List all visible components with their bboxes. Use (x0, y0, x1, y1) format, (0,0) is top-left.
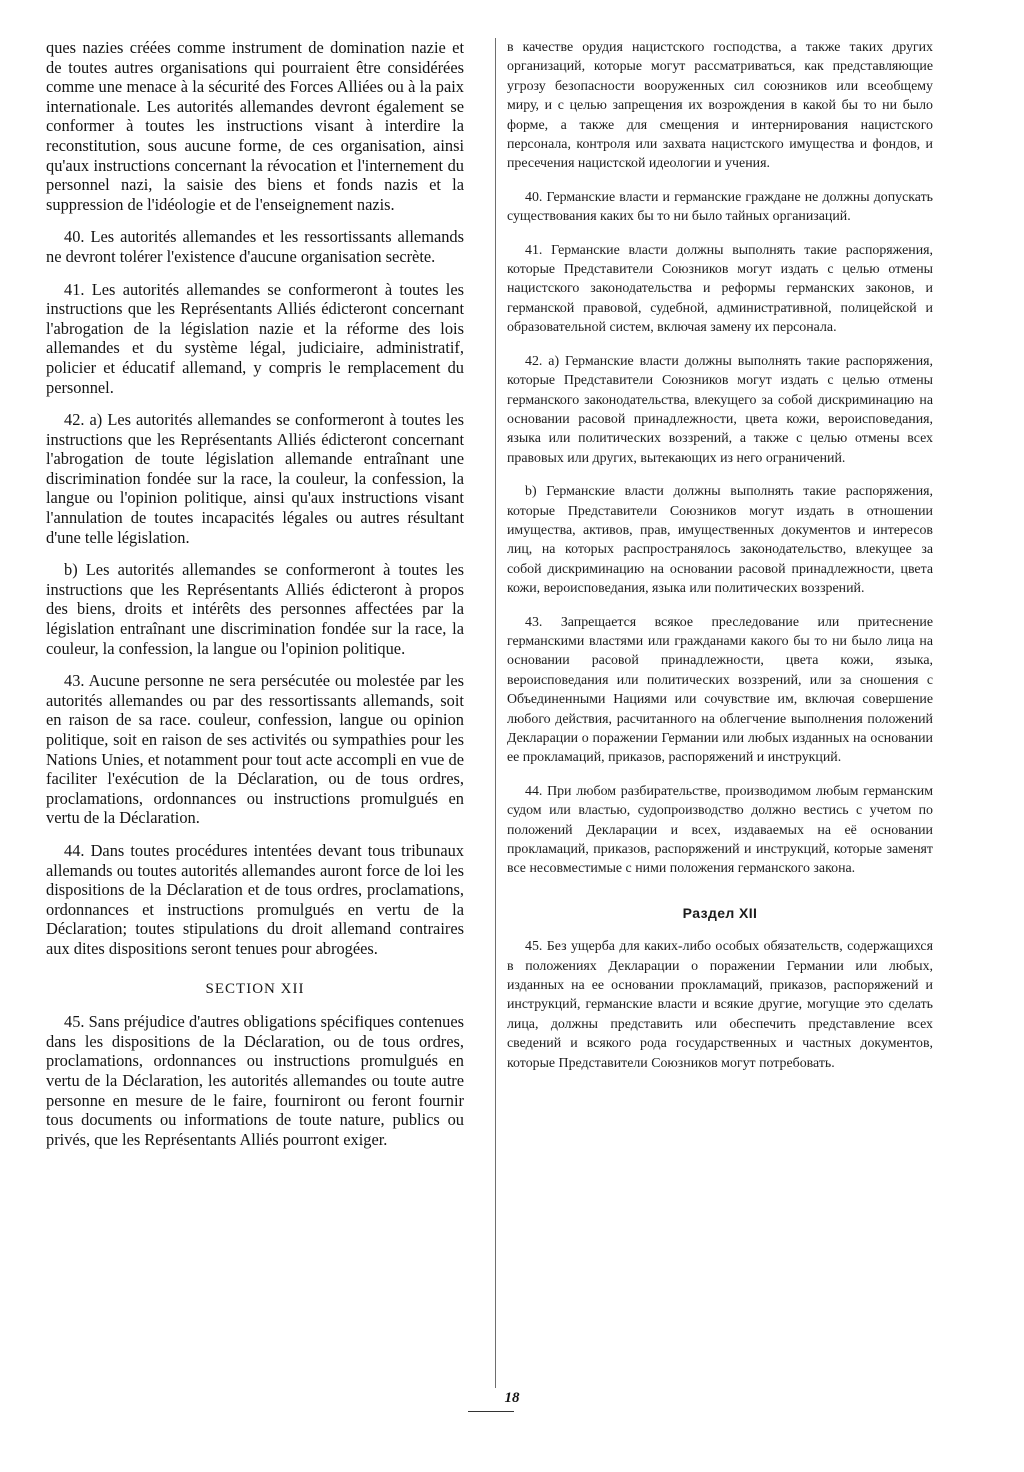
fr-paragraph-43: 43. Aucune personne ne sera persécutée ou molestée par les autorités allemandes ou par des ressortissants allemands, soit en raison de sa race. couleur, confession, langue ou opinion politique, soit en raison de ses activités ou sympathies pour les Nations Unies, et notamment pour tout acte accompli en vue de faciliter l'exécution de la Déclaration, ou de tous ordres, proclamations, ordonnances ou instructions promulgués en vertu de la Déclaration. (46, 671, 464, 828)
russian-column (507, 38, 933, 1073)
fr-paragraph-41: 41. Les autorités allemandes se conformeront à toutes les instructions que les Représentants Alliés édicteront concernant l'abrogation de la législation nazie et la réforme des lois allemandes et du système légal, judiciaire, administratif, policier et éducatif allemand, y compris le remplacement du personnel. (46, 279, 464, 397)
ru-paragraph-45: 45. Без ущерба для каких-либо особых обязательств, содержащихся в положениях Декларации о поражении Германии или любых, изданных на ее основании прокламаций, приказов, распоряжений и инструкций, германские власти и всякие другие, могущие это сделать лица, должны представить или обеспечить представление всех сведений и всякого рода государственных и частных документов, которые Представители Союзников могут потребовать. (507, 939, 933, 1071)
fr-paragraph-44: 44. Dans toutes procédures intentées devant tous tribunaux allemands ou toutes autorités allemandes auront force de loi les dispositions de la Déclaration et de tous ordres, proclamations, ordonnances et instructions promulgués en vertu de la Déclaration; toutes stipulations du droit allemand contraires aux dites dispositions seront tenues pour abrogées. (46, 840, 464, 958)
french-column (46, 38, 464, 1149)
fr-paragraph-39-continued: ques nazies créées comme instrument de domination nazie et de toutes autres organisations qui pourraient être considérées comme une menace à la sécurité des Forces Alliées ou à la paix internationale. Les autorités allemandes devront également se conformer à toutes les instructions visant à interdire la reconstitution, sous aucune forme, de ces organisation, ainsi qu'aux instructions concernant la révocation et l'internement du personnel nazi, la saisie des biens et fonds nazis et la suppression de l'idéologie et de l'enseignement nazis. (46, 38, 464, 214)
fr-paragraph-40: 40. Les autorités allemandes et les ressortissants allemands ne devront tolérer l'existence d'aucune organisation secrète. (46, 227, 464, 266)
fr-paragraph-45: 45. Sans préjudice d'autres obligations spécifiques contenues dans les dispositions de la Déclaration, ou de tous ordres, proclamations, ordonnances ou instructions promulgués en vertu de la Déclaration, les autorités allemandes ou toute autre personne en mesure de le faire, fourniront ou feront fournir tous documents ou informations de toute nature, publics ou privés, que les Représentants Alliés pourront exiger. (46, 1012, 464, 1149)
ru-paragraph-40: 40. Германские власти и германские граждане не должны допускать существования каких бы то ни было тайных организаций. (507, 189, 933, 225)
fr-section-heading: SECTION XII (205, 980, 305, 997)
fr-paragraph-42a: 42. a) Les autorités allemandes se conformeront à toutes les instructions que les Représentants Alliés édicteront concernant l'abrogation de toute législation allemande entraînant une discrimination fondée sur la race, la couleur, la confession, la langue ou l'opinion politique, ainsi qu'aux instructions visant l'annulation de toutes incapacités légales ou autres résultant d'une telle législation. (46, 410, 464, 547)
ru-paragraph-44: 44. При любом разбирательстве, производимом любым германским судом или властью, судопроизводство должно вестись с учетом по положений Декларации и всех, издаваемых на её основании прокламаций, приказов, распоряжений и инструкций, которые заменят все несовместимые с ними положения германского закона. (507, 783, 933, 877)
ru-paragraph-42a: 42. а) Германские власти должны выполнять такие распоряжения, которые Представители Союзников могут издать с целью отмены германского законодательства, влекущего за собой дискриминацию на основании расовой принадлежности, цвета кожи, вероисповедания, языка или политических воззрений, а также с целью отмены всех правовых или других, вытекающих из него ограничений. (507, 353, 933, 466)
column-divider (495, 38, 496, 1388)
ru-paragraph-43: 43. Запрещается всякое преследование или притеснение германскими властями или гражданами какого бы то ни было лица на основании расовой принадлежности, цвета кожи, языка, вероисповедания или политических воззрений, или за сношения с Объединенными Нациями или сочувствие им, включая совершение любого действия, расчитанного на облегчение выполнения положений Декларации о поражении Германии или любых изданных на основании ее прокламаций, приказов, распоряжений и инструкций. (507, 614, 933, 766)
fr-paragraph-42b: b) Les autorités allemandes se conformeront à toutes les instructions que les Représentants Alliés édicteront à propos des biens, droits et intérêts des personnes affectées par la législation entraînant une discrimination fondée sur la race, la couleur, la confession, la langue ou l'opinion politique. (46, 560, 464, 658)
ru-paragraph-42b: b) Германские власти должны выполнять такие распоряжения, которые Представители Союзников могут издать в отношении имущества, активов, прав, имущественных документов и интересов лиц, на которых распространялось законодательство, влекущее за собой дискриминацию на основании расовой принадлежности, цвета кожи, вероисповедания, языка или политических воззрений. (507, 484, 933, 597)
ru-section-heading: Раздел XII (682, 904, 758, 921)
page-number-underline (468, 1411, 514, 1412)
page-number: 18 (504, 1390, 520, 1406)
ru-paragraph-41: 41. Германские власти должны выполнять такие распоряжения, которые Представители Союзников могут издать с целью отмены нацистского законодательства и реформы германских законов, и германской правовой, судебной, административной, полицейской и образовательной систем, включая замену их персонала. (507, 242, 933, 336)
ru-paragraph-39-continued: в качестве орудия нацистского господства, а также таких других организаций, которые могут рассматриваться, как представляющие угрозу безопасности вооруженных сил союзников или всеобщему миру, и с целью запрещения их возрождения в какой бы то ни было форме, а также для смещения и интернирования нацистского персонала, контроля или захвата нацистского имущества и фондов, и пресечения нацистской идеологии и учения. (507, 40, 933, 172)
